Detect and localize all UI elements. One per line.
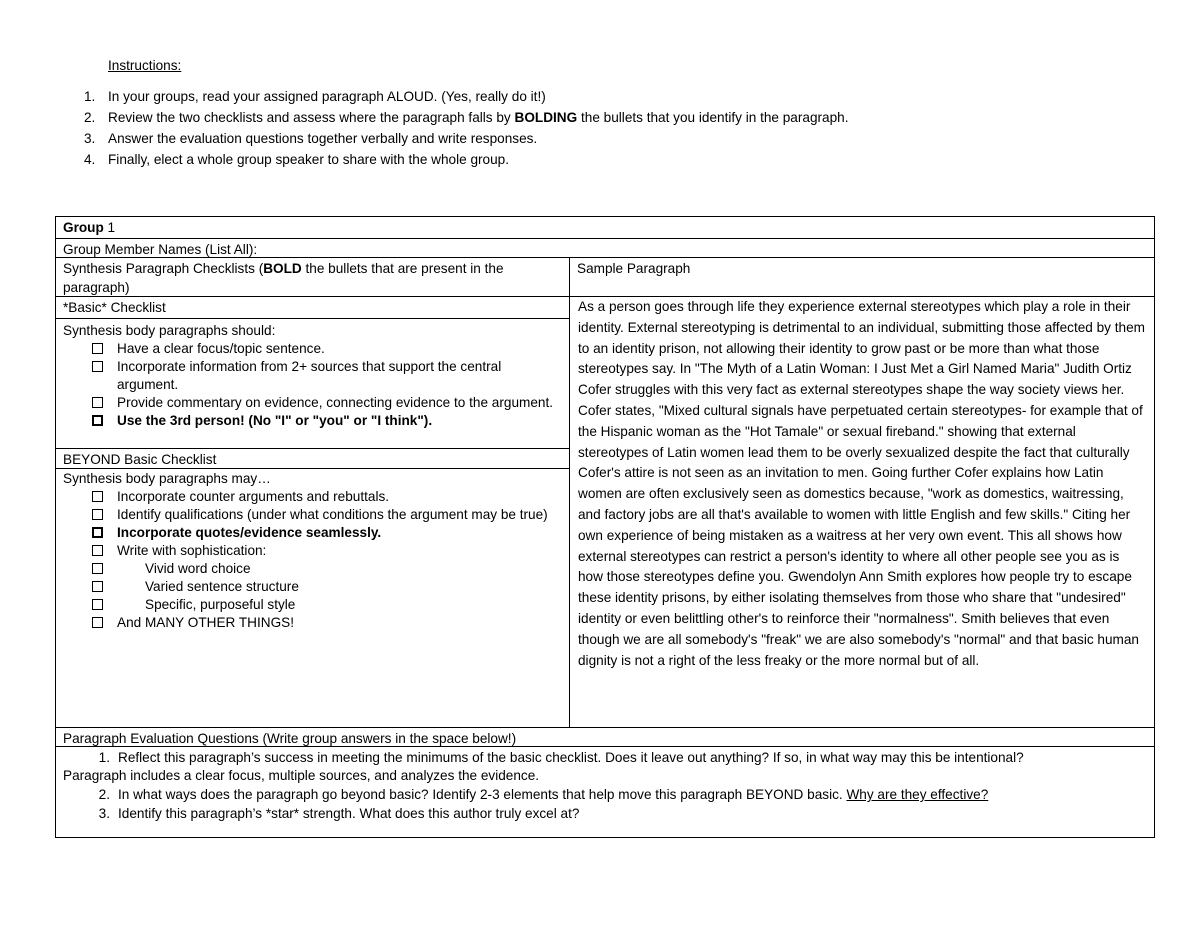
- question-text: [118, 785, 988, 804]
- checkbox-icon[interactable]: [92, 491, 103, 502]
- group-table: [55, 216, 1155, 838]
- checkbox-icon[interactable]: [92, 599, 103, 610]
- beyond-checklist-title: BEYOND Basic Checklist: [63, 452, 217, 467]
- question-2: [63, 785, 1147, 804]
- instructions-list: [84, 86, 1144, 170]
- question-number: 1.: [98, 750, 110, 765]
- beyond-checklist-intro: Synthesis body paragraphs may…: [63, 471, 271, 486]
- checkbox-icon[interactable]: [92, 527, 103, 538]
- checklist-item-label: Incorporate quotes/evidence seamlessly.: [117, 525, 382, 540]
- checkbox-icon[interactable]: [92, 397, 103, 408]
- basic-checklist: [56, 319, 569, 448]
- instruction-item: [84, 128, 1144, 149]
- checkbox-icon[interactable]: [92, 581, 103, 592]
- instruction-text-part: the bullets that you identify in the paragraph.: [577, 110, 849, 125]
- instruction-item: [84, 149, 1144, 170]
- instruction-text-part: Review the two checklists and assess where the paragraph falls by: [108, 110, 515, 125]
- checklist-item-bolded[interactable]: [63, 524, 562, 542]
- instructions-title: Instructions:: [108, 58, 182, 73]
- question-text: Identify this paragraph’s *star* strength. What does this author truly excel at?: [118, 806, 580, 821]
- instruction-item: [84, 86, 1144, 107]
- checklist-item-label: Incorporate information from 2+ sources that support the central argument.: [117, 359, 502, 392]
- checklist-header-bold: BOLD: [263, 261, 302, 276]
- group-title: [56, 217, 1154, 238]
- checklist-subitem[interactable]: [63, 560, 562, 578]
- checklist-item-label: Identify qualifications (under what conditions the argument may be true): [117, 507, 548, 522]
- instruction-number: 4.: [84, 152, 96, 167]
- checklist-item-label: And MANY OTHER THINGS!: [117, 615, 295, 630]
- instruction-text: In your groups, read your assigned paragraph ALOUD. (Yes, really do it!): [108, 89, 546, 104]
- checklist-item-label: Use the 3rd person! (No "I" or "you" or "I think").: [117, 413, 433, 428]
- checklist-header-text: the bullets that are present in the paragraph): [63, 261, 504, 295]
- checklist-item-label: Incorporate counter arguments and rebuttals.: [117, 489, 390, 504]
- checkbox-icon[interactable]: [92, 563, 103, 574]
- instruction-number: 2.: [84, 110, 96, 125]
- checklist-subitem[interactable]: [63, 596, 562, 614]
- instructions-section: [84, 56, 1144, 170]
- instruction-text: [108, 107, 849, 128]
- question-3: [63, 804, 1147, 823]
- question-number: 2.: [98, 787, 110, 802]
- checkbox-icon[interactable]: [92, 617, 103, 628]
- checkbox-icon[interactable]: [92, 545, 103, 556]
- checklist-item[interactable]: [63, 394, 562, 412]
- checklist-item-label: Provide commentary on evidence, connecting evidence to the argument.: [117, 395, 554, 410]
- checklist-item[interactable]: [63, 506, 562, 524]
- checklist-subitem[interactable]: [63, 578, 562, 596]
- checklist-item-label: Have a clear focus/topic sentence.: [117, 341, 325, 356]
- checkbox-icon[interactable]: [92, 415, 103, 426]
- checklist-item-label: Vivid word choice: [145, 561, 251, 576]
- sample-paragraph-text: As a person goes through life they experience external stereotypes which play a role in their identity. External stereotyping is detrimental to an individual, submitting those affected by them to an identity prison, not allowing their identity to grow past or be more than what those stereotypes say. In "The Myth of a Latin Woman: I Just Met a Girl Named Maria" Judith Ortiz Cofer struggles with this very fact as external stereotypes shape the way society views her. Cofer states, "Mixed cultural signals have perpetuated certain stereotypes- for example that of the Hispanic woman as the "Hot Tamale" or sexual fireband." showing that external stereotypes of Latin women lead them to be overly sexualized despite the fact that culturally Cofer's attire is not seen as an invitation to men. Going further Cofer explains how Latin women are often exclusively seen as domestics because, "work as domestics, waitressing, and factory jobs are all that's available to women with little English and few skills." Citing her own experience of being mistaken as a waitress at her very own event. This all shows how external stereotypes can restrict a person's identity to where all other people see you as is how those stereotypes define you. Gwendolyn Ann Smith explores how people try to escape these identity prisons, by either isolating themselves from those who share that "undesired" identity or even belittling other's to reinforce their "normalness". Smith believes that even though we are all somebody's "freak" we are also somebody's "normal" and that basic human dignity is not a right of the less freaky or the more normal but of all.: [578, 299, 1145, 668]
- instruction-text: Finally, elect a whole group speaker to share with the whole group.: [108, 152, 509, 167]
- question-number: 3.: [98, 806, 110, 821]
- checklist-item[interactable]: [63, 614, 562, 632]
- checkbox-icon[interactable]: [92, 509, 103, 520]
- beyond-checklist: [56, 469, 569, 727]
- checkbox-icon[interactable]: [92, 343, 103, 354]
- checklist-item-label: Specific, purposeful style: [145, 597, 296, 612]
- member-names-field[interactable]: Group Member Names (List All):: [63, 242, 258, 257]
- basic-checklist-intro: Synthesis body paragraphs should:: [63, 323, 276, 338]
- checklist-item-label: Write with sophistication:: [117, 543, 267, 558]
- instruction-bold-word: BOLDING: [514, 110, 578, 125]
- checklist-item-label: Varied sentence structure: [145, 579, 299, 594]
- basic-checklist-title: *Basic* Checklist: [63, 300, 166, 315]
- question-1-answer[interactable]: Paragraph includes a clear focus, multiple sources, and analyzes the evidence.: [63, 768, 540, 783]
- instruction-text: Answer the evaluation questions together verbally and write responses.: [108, 131, 538, 146]
- checklist-item[interactable]: [63, 358, 562, 394]
- question-1: [63, 748, 1147, 767]
- sample-paragraph-header: Sample Paragraph: [577, 261, 691, 276]
- checkbox-icon[interactable]: [92, 361, 103, 372]
- evaluation-questions: [56, 747, 1154, 837]
- question-text: Reflect this paragraph’s success in meeting the minimums of the basic checklist. Does it leave out anything? If so, in what way may this be intentional?: [118, 750, 1024, 765]
- checklist-header-text: Synthesis Paragraph Checklists (: [63, 261, 264, 276]
- question-text-part: In what ways does the paragraph go beyond basic? Identify 2-3 elements that help move this paragraph BEYOND basic.: [118, 787, 847, 802]
- checklist-item[interactable]: [63, 542, 562, 560]
- instruction-item: [84, 107, 1144, 128]
- question-underlined-text: Why are they effective?: [846, 787, 989, 802]
- checklist-header: [56, 258, 569, 296]
- checklist-item[interactable]: [63, 488, 562, 506]
- instruction-number: 3.: [84, 131, 96, 146]
- group-number: 1: [103, 220, 116, 235]
- evaluation-title: Paragraph Evaluation Questions (Write group answers in the space below!): [63, 731, 517, 746]
- checklist-item[interactable]: [63, 340, 562, 358]
- instruction-number: 1.: [84, 89, 96, 104]
- checklist-item-bolded[interactable]: [63, 412, 562, 430]
- group-label: Group: [63, 220, 104, 235]
